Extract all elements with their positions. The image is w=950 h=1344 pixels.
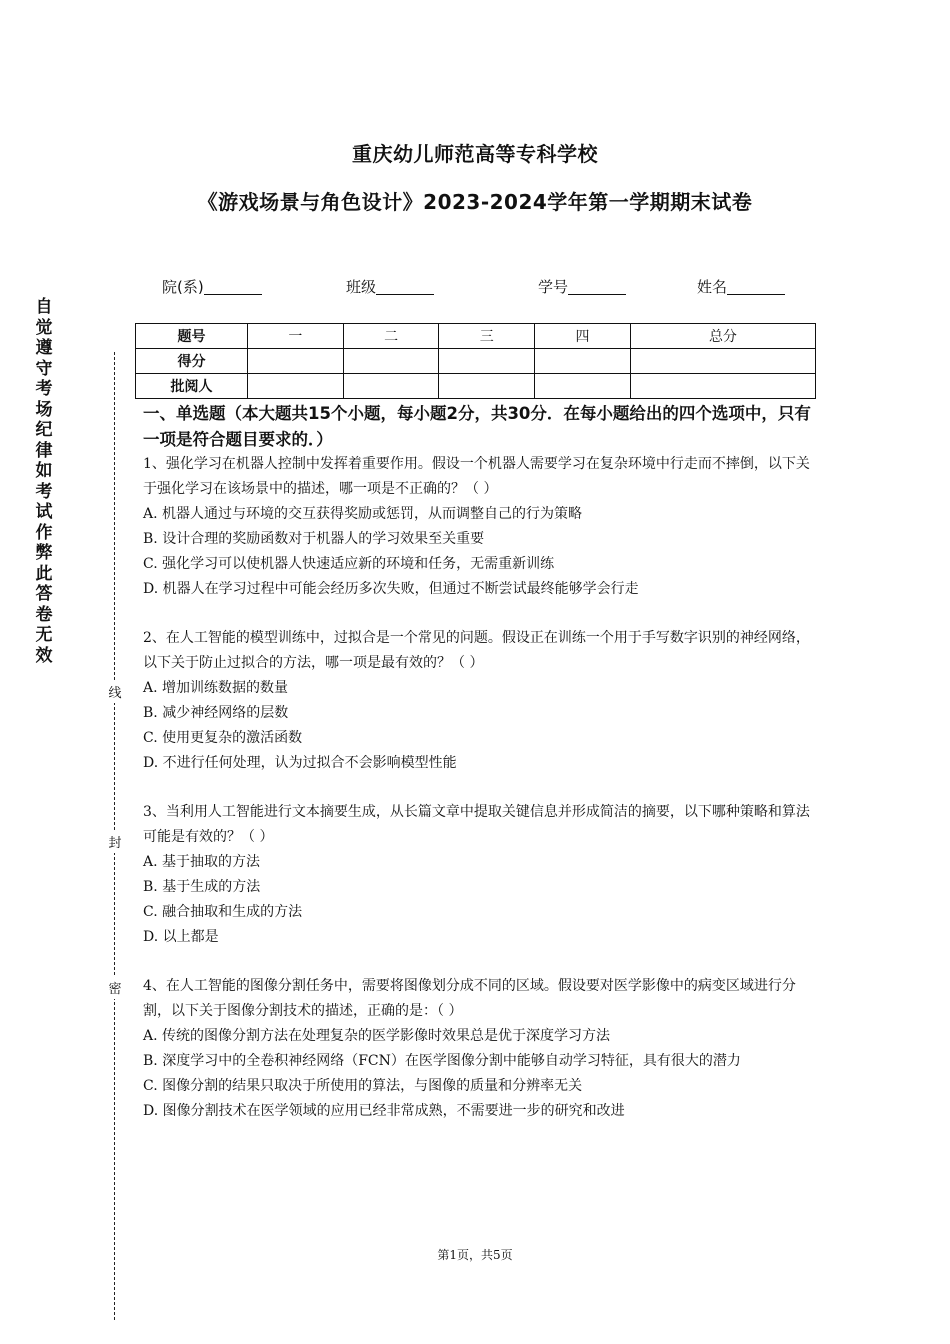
score-header-cell: 总分 bbox=[630, 324, 815, 349]
question-4 bbox=[143, 974, 813, 1124]
option-d[interactable]: D. 以上都是 bbox=[143, 929, 219, 945]
binding-notice-char: 觉 bbox=[35, 317, 53, 338]
binding-notice-char: 作 bbox=[35, 522, 53, 543]
student-id-blank[interactable] bbox=[568, 280, 626, 295]
option-b[interactable]: B. 深度学习中的全卷积神经网络（FCN）在医学图像分割中能够自动学习特征，具有很大的潜力 bbox=[143, 1053, 741, 1069]
option-a[interactable]: A. 机器人通过与环境的交互获得奖励或惩罚，从而调整自己的行为策略 bbox=[143, 506, 583, 522]
binding-notice-char: 此 bbox=[35, 563, 53, 584]
score-cell[interactable] bbox=[248, 374, 344, 399]
option-c[interactable]: C. 使用更复杂的激活函数 bbox=[143, 730, 303, 746]
department-field bbox=[162, 276, 262, 297]
student-id-field bbox=[538, 276, 626, 297]
binding-notice-char: 答 bbox=[35, 584, 53, 604]
option-b[interactable]: B. 设计合理的奖励函数对于机器人的学习效果至关重要 bbox=[143, 531, 485, 547]
binding-notice-char: 如 bbox=[35, 461, 53, 481]
score-header-cell: 一 bbox=[248, 324, 344, 349]
name-blank[interactable] bbox=[727, 280, 785, 295]
page-footer: 第1页，共5页 bbox=[437, 1248, 513, 1262]
option-a[interactable]: A. 基于抽取的方法 bbox=[143, 854, 261, 870]
score-cell[interactable] bbox=[535, 349, 631, 374]
option-c[interactable]: C. 强化学习可以使机器人快速适应新的环境和任务，无需重新训练 bbox=[143, 556, 555, 572]
question-3 bbox=[143, 800, 813, 950]
question-1 bbox=[143, 452, 813, 602]
score-cell[interactable] bbox=[630, 349, 815, 374]
binding-notice-char: 效 bbox=[35, 645, 53, 666]
class-blank[interactable] bbox=[376, 280, 434, 295]
option-d[interactable]: D. 不进行任何处理，认为过拟合不会影响模型性能 bbox=[143, 755, 457, 771]
score-cell[interactable] bbox=[439, 349, 535, 374]
binding-notice-char: 试 bbox=[35, 502, 53, 522]
seal-mark-secret: 密 bbox=[105, 976, 125, 999]
binding-notice-char: 守 bbox=[35, 358, 53, 379]
score-header-cell: 二 bbox=[343, 324, 439, 349]
option-b[interactable]: B. 减少神经网络的层数 bbox=[143, 705, 289, 721]
score-cell[interactable] bbox=[248, 349, 344, 374]
score-cell[interactable] bbox=[630, 374, 815, 399]
binding-notice-char: 场 bbox=[35, 399, 53, 420]
binding-notice-char: 自 bbox=[35, 297, 53, 317]
score-table-header-row bbox=[136, 324, 816, 349]
score-cell[interactable] bbox=[343, 374, 439, 399]
score-table-row bbox=[136, 374, 816, 399]
question-stem: 3、当利用人工智能进行文本摘要生成，从长篇文章中提取关键信息并形成简洁的摘要，以下哪种策略和算法可能是有效的？（ ） bbox=[143, 804, 810, 845]
binding-notice-char: 纪 bbox=[35, 420, 53, 440]
binding-notice-char: 卷 bbox=[35, 604, 53, 625]
binding-notice-char: 律 bbox=[35, 440, 53, 461]
score-header-cell: 三 bbox=[439, 324, 535, 349]
binding-notice bbox=[30, 297, 58, 666]
question-stem: 1、强化学习在机器人控制中发挥着重要作用。假设一个机器人需要学习在复杂环境中行走而不摔倒，以下关于强化学习在该场景中的描述，哪一项是不正确的？（ ） bbox=[143, 456, 810, 497]
option-c[interactable]: C. 图像分割的结果只取决于所使用的算法，与图像的质量和分辨率无关 bbox=[143, 1078, 583, 1094]
name-label: 姓名 bbox=[697, 278, 728, 296]
score-cell[interactable] bbox=[343, 349, 439, 374]
binding-notice-char: 弊 bbox=[35, 543, 53, 563]
score-cell[interactable] bbox=[535, 374, 631, 399]
option-a[interactable]: A. 增加训练数据的数量 bbox=[143, 680, 289, 696]
name-field bbox=[697, 276, 785, 297]
option-c[interactable]: C. 融合抽取和生成的方法 bbox=[143, 904, 303, 920]
option-d[interactable]: D. 图像分割技术在医学领域的应用已经非常成熟，不需要进一步的研究和改进 bbox=[143, 1103, 625, 1119]
question-list bbox=[143, 452, 813, 1148]
score-row-label: 得分 bbox=[136, 349, 248, 374]
binding-notice-char: 无 bbox=[35, 625, 53, 645]
binding-notice-char: 考 bbox=[35, 481, 53, 502]
option-d[interactable]: D. 机器人在学习过程中可能会经历多次失败，但通过不断尝试最终能够学会行走 bbox=[143, 581, 639, 597]
department-blank[interactable] bbox=[204, 280, 262, 295]
score-header-cell: 四 bbox=[535, 324, 631, 349]
class-label: 班级 bbox=[346, 278, 377, 296]
question-stem: 2、在人工智能的模型训练中，过拟合是一个常见的问题。假设正在训练一个用于手写数字识别的神经网络，以下关于防止过拟合的方法，哪一项是最有效的？（ ） bbox=[143, 630, 810, 671]
binding-notice-char: 考 bbox=[35, 379, 53, 399]
score-header-cell: 题号 bbox=[136, 324, 248, 349]
seal-mark-line: 线 bbox=[105, 680, 125, 703]
score-table-row bbox=[136, 349, 816, 374]
question-2 bbox=[143, 626, 813, 776]
score-table bbox=[135, 323, 816, 399]
section-heading: 一、单选题（本大题共15个小题，每小题2分，共30分．在每小题给出的四个选项中，只有一项是符合题目要求的．） bbox=[143, 404, 811, 449]
exam-title: 《游戏场景与角色设计》2023-2024学年第一学期期末试卷 bbox=[197, 190, 753, 214]
school-title: 重庆幼儿师范高等专科学校 bbox=[352, 142, 598, 166]
score-row-label: 批阅人 bbox=[136, 374, 248, 399]
binding-notice-char: 遵 bbox=[35, 338, 53, 358]
department-label: 院(系) bbox=[162, 278, 204, 296]
question-stem: 4、在人工智能的图像分割任务中，需要将图像划分成不同的区域。假设要对医学影像中的病变区域进行分割，以下关于图像分割技术的描述，正确的是：（ ） bbox=[143, 978, 796, 1019]
class-field bbox=[346, 276, 434, 297]
student-id-label: 学号 bbox=[538, 278, 569, 296]
score-cell[interactable] bbox=[439, 374, 535, 399]
seal-mark-seal: 封 bbox=[105, 830, 125, 853]
option-b[interactable]: B. 基于生成的方法 bbox=[143, 879, 261, 895]
option-a[interactable]: A. 传统的图像分割方法在处理复杂的医学影像时效果总是优于深度学习方法 bbox=[143, 1028, 611, 1044]
